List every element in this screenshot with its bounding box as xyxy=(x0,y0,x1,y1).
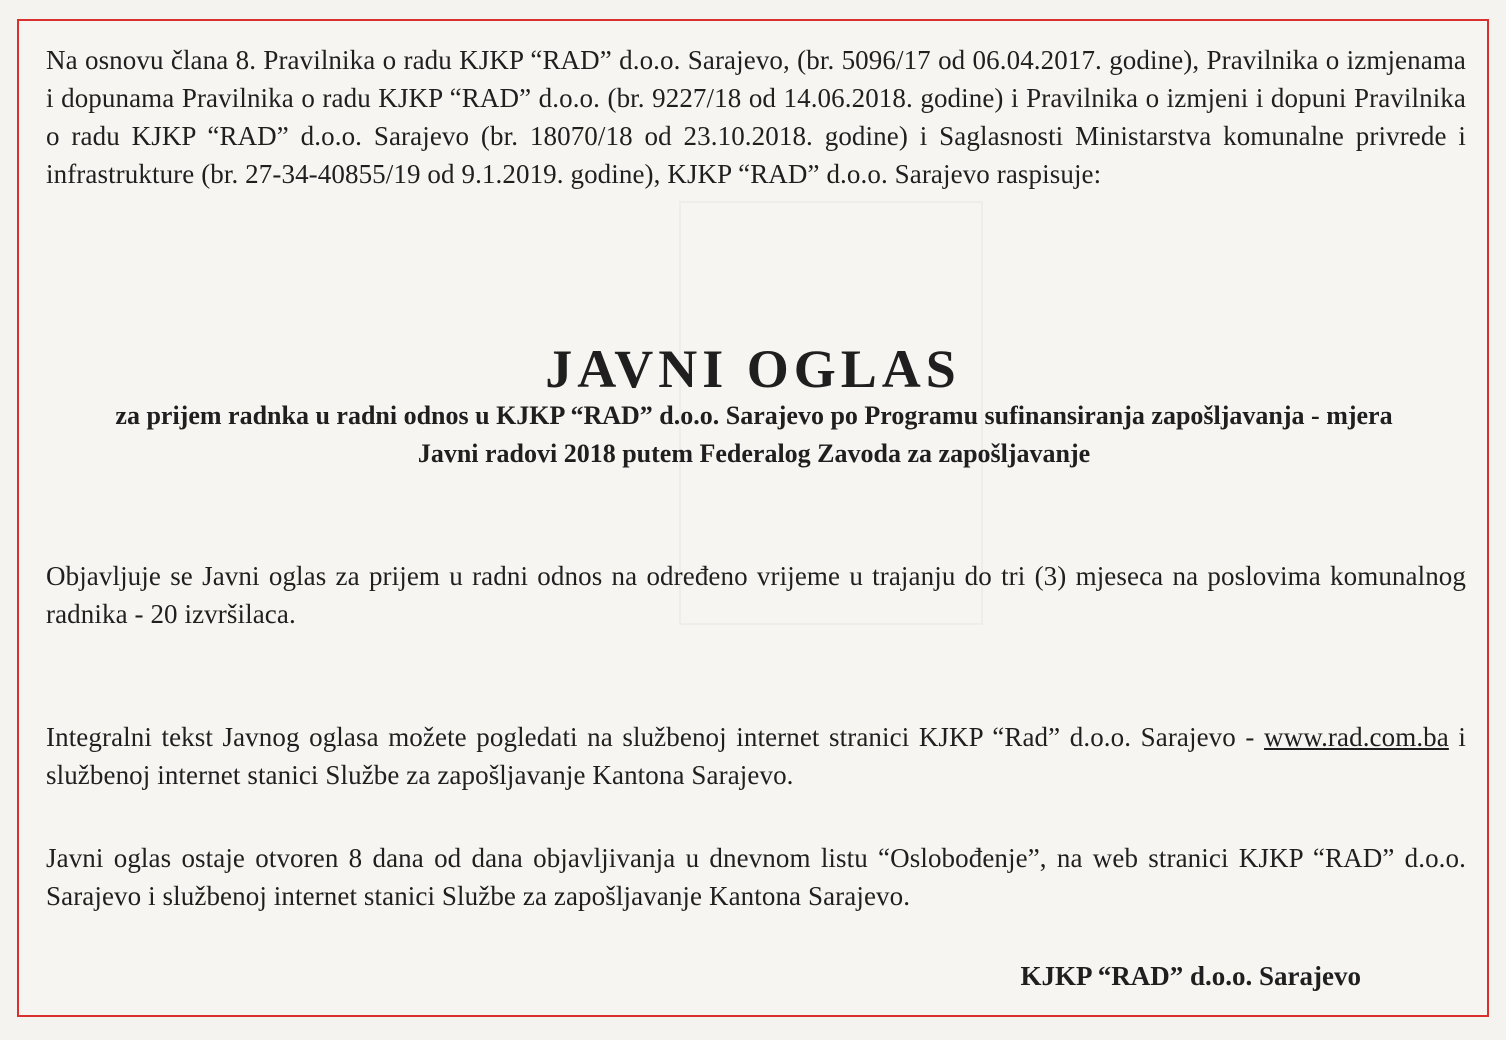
integral-text-after-link: i službenoj internet stanici Službe za zapošljavanje Kantona Sarajevo. xyxy=(46,722,1466,790)
announcement-paragraph: Objavljuje se Javni oglas za prijem u radni odnos na određeno vrijeme u trajanju do tri (3) mjeseca na poslovima komunalnog radnika - 20 izvršilaca. xyxy=(46,561,1466,629)
integral-text-before-link: Integralni tekst Javnog oglasa možete pogledati na službenoj internet stranici KJKP “Rad” d.o.o. Sarajevo - xyxy=(46,722,1265,752)
intro-paragraph: Na osnovu člana 8. Pravilnika o radu KJKP “RAD” d.o.o. Sarajevo, (br. 5096/17 od 06.04.2017. godine), Pravilnika o izmjenama i dopunama Pravilnika o radu KJKP “RAD” d.o.o. (br. 9227/18 od 14.06.2018. godine) i Pravilnika o izmjeni i dopuni Pravilnika o radu KJKP “RAD” d.o.o. Sarajevo (br. 18070/18 od 23.10.2018. godine) i Saglasnosti Ministarstva komunalne privrede i infrastrukture (br. 27-34-40855/19 od 9.1.2019. godine), KJKP “RAD” d.o.o. Sarajevo raspisuje: xyxy=(46,45,1466,189)
notice-subtitle: za prijem radnka u radni odnos u KJKP “RAD” d.o.o. Sarajevo po Programu sufinansiranja zapošljavanja - mjera Javni radovi 2018 putem Federalog Zavoda za zapošljavanje xyxy=(115,401,1393,468)
integral-text-paragraph xyxy=(46,718,1466,794)
website-link[interactable]: www.rad.com.ba xyxy=(1264,722,1449,752)
signature: KJKP “RAD” d.o.o. Sarajevo xyxy=(1020,961,1361,991)
notice-title: JAVNI OGLAS xyxy=(545,339,961,399)
validity-paragraph: Javni oglas ostaje otvoren 8 dana od dana objavljivanja u dnevnom listu “Oslobođenje”, na web stranici KJKP “RAD” d.o.o. Sarajevo i službenoj internet stanici Službe za zapošljavanje Kantona Sarajevo. xyxy=(46,843,1466,911)
notice-frame xyxy=(17,19,1489,1017)
